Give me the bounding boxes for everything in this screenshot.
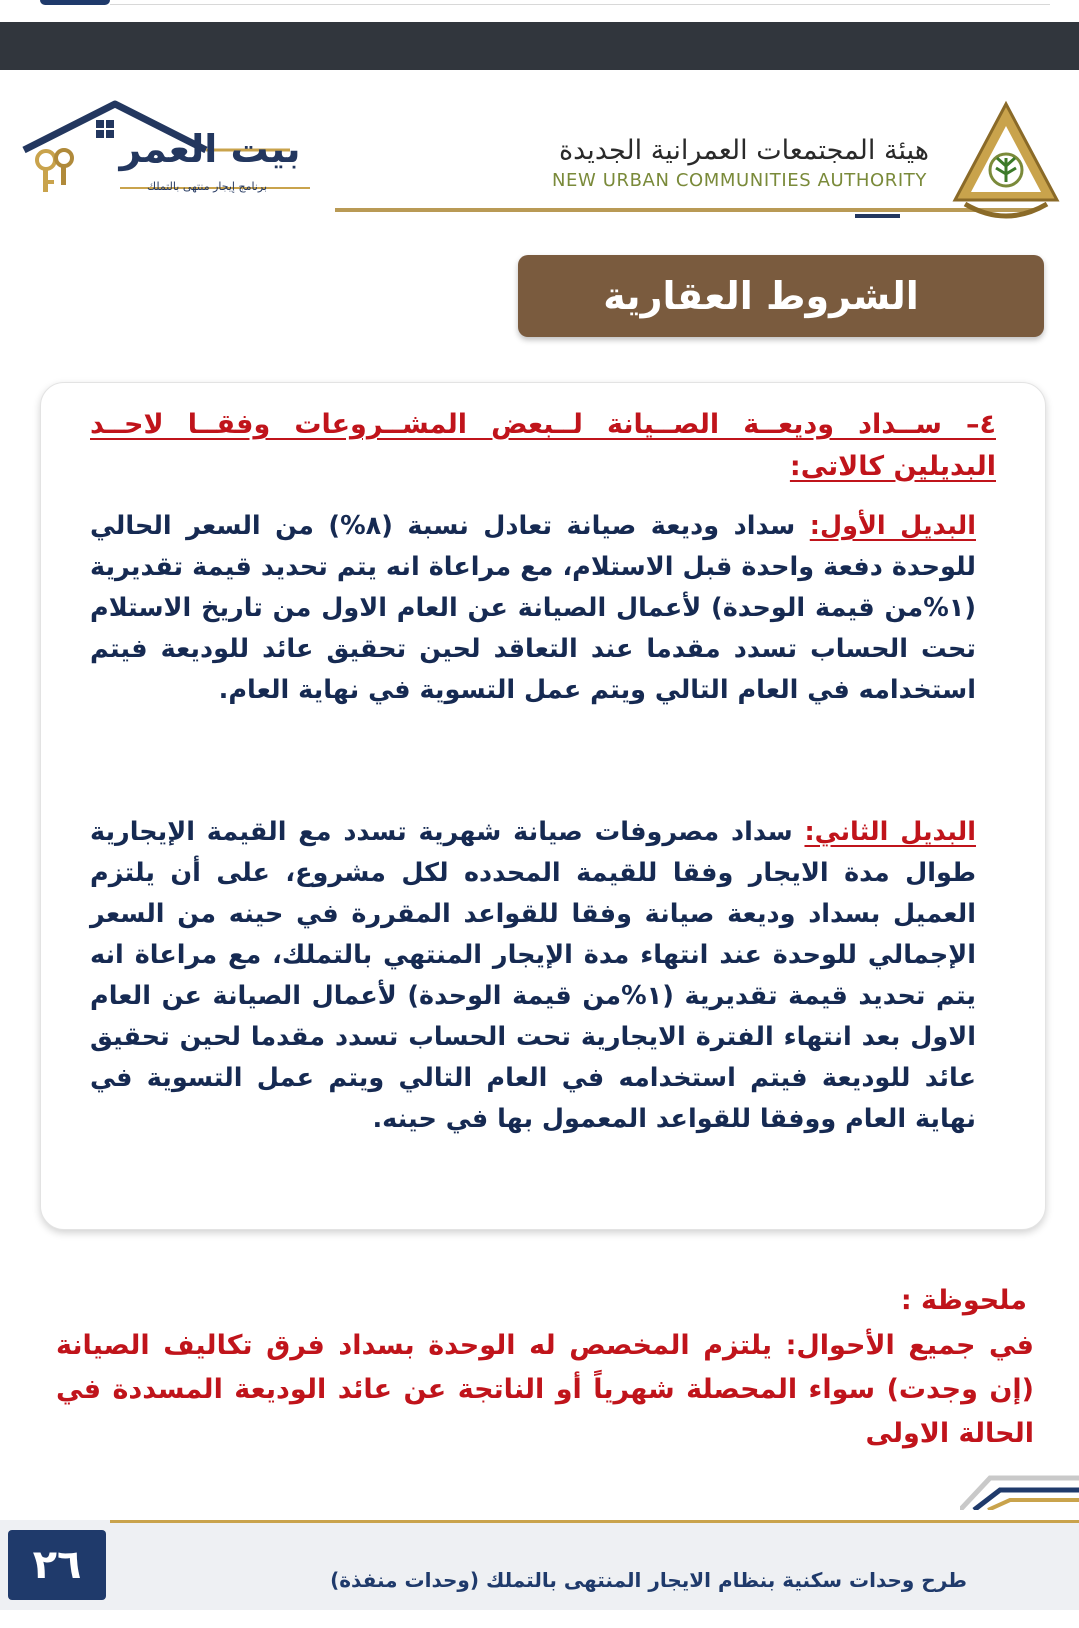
alternative-one-label: البديل الأول: [809,511,976,541]
footer-chevron-decoration [960,1470,1079,1510]
card-heading: ٤– ســداد وديعــة الصــيانة لــبعض المشــروعات وفقــا لاحــد البديلين كالاتى: [90,409,996,482]
authority-name-arabic: هيئة المجتمعات العمرانية الجديدة [558,135,929,166]
section-title: الشروط العقارية [518,255,1044,337]
header-gold-rule [335,208,1035,212]
footer-gold-accent [110,1520,1079,1523]
top-strip [0,0,1079,12]
note-title: ملحوظة : [900,1285,1027,1316]
header-navy-accent [855,214,900,218]
alternative-one-paragraph [90,506,976,711]
footer-text: طرح وحدات سكنية بنظام الايجار المنتهى بالتملك (وحدات منفذة) [330,1568,967,1592]
top-tab-indicator [40,0,110,5]
alternative-two-label: البديل الثاني: [804,817,976,847]
footer-band [0,1520,1079,1610]
brand-title: بيت العمر [119,127,301,171]
alternative-one-text: سداد وديعة صيانة تعادل نسبة (٨%) من السعر الحالي للوحدة دفعة واحدة قبل الاستلام، مع مراعاة انه يتم تحديد قيمة تقديرية (١%من قيمة الوحدة) لأعمال الصيانة عن العام الاول من تاريخ الاستلام تحت الحساب تسدد مقدما عند التعاقد لحين تحقيق عائد للوديعة فيتم استخدامه في العام التالي ويتم عمل التسوية في نهاية العام. [90,511,976,705]
note-body: في جميع الأحوال: يلتزم المخصص له الوحدة بسداد فرق تكاليف الصيانة (إن وجدت) سواء المحصلة شهرياً أو الناتجة عن عائد الوديعة المسددة في الحالة الاولى [56,1330,1034,1449]
nuca-emblem-icon [951,100,1061,225]
top-divider [110,4,1050,5]
alternative-two-paragraph [90,812,976,1140]
alternative-two-text: سداد مصروفات صيانة شهرية تسدد مع القيمة الإيجارية طوال مدة الايجار وفقا للقيمة المحدده لكل مشروع، على أن يلتزم العميل بسداد وديعة صيانة وفقا للقواعد المقررة في حينه من السعر الإجمالي للوحدة عند انتهاء مدة الإيجار المنتهي بالتملك، مع مراعاة انه يتم تحديد قيمة تقديرية (١%من قيمة الوحدة) لأعمال الصيانة عن العام الاول بعد انتهاء الفترة الايجارية تحت الحساب تسدد مقدما لحين تحقيق عائد للوديعة فيتم استخدامه في العام التالي ويتم عمل التسوية في نهاية العام ووفقا للقواعد المعمول بها في حينه. [90,817,976,1134]
brand-subtitle: برنامج إيجار منتهى بالتملك [146,180,268,193]
keys-icon [37,150,72,192]
authority-name-english: NEW URBAN COMMUNITIES AUTHORITY [551,170,927,191]
viewer-toolbar-bar [0,22,1079,70]
page-number: ٢٦ [8,1530,106,1600]
